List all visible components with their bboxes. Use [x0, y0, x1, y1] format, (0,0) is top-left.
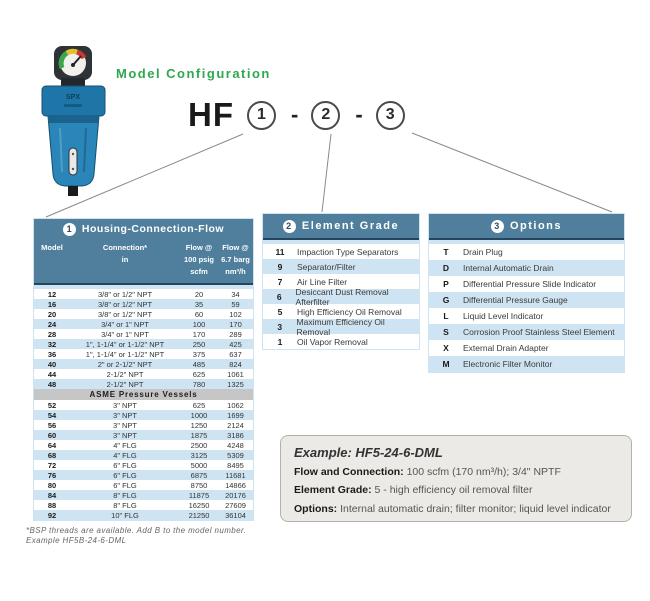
table-row [34, 329, 253, 339]
code-cell: M [442, 359, 450, 369]
circled-2-badge-icon: 2 [283, 220, 296, 233]
connection-cell: 3/8" or 1/2" NPT [97, 289, 153, 299]
example-flow-line [294, 465, 618, 479]
flow-nm3h-cell: 102 [229, 309, 242, 319]
table-row [34, 410, 253, 420]
table-row [34, 339, 253, 349]
flow-scfm-cell: 100 [192, 319, 206, 329]
flow-scfm-cell: 35 [194, 299, 204, 309]
example-element-value: 5 - high efficiency oil removal filter [374, 484, 533, 496]
code-cell: 9 [277, 261, 283, 272]
options-table-title [429, 214, 624, 238]
model-cell: 32 [47, 339, 57, 349]
column-header-connection: Connection* in [102, 243, 148, 264]
connection-cell: 2-1/2" NPT [106, 369, 144, 379]
example-box [280, 435, 632, 522]
code-cell: P [443, 279, 449, 289]
model-cell: 64 [47, 440, 57, 450]
connection-cell: 8" FLG [113, 500, 137, 510]
connection-cell: 4" FLG [113, 440, 137, 450]
column-header-model: Model [41, 243, 63, 252]
flow-nm3h-cell: 14866 [225, 480, 246, 490]
table-row [34, 500, 253, 510]
flow-scfm-cell: 1875 [190, 430, 208, 440]
table-row [34, 490, 253, 500]
label-cell: Air Line Filter [297, 276, 348, 287]
label-cell: External Drain Adapter [463, 343, 549, 353]
example-flow-label: Flow and Connection: [294, 465, 404, 478]
table-row [34, 440, 253, 450]
table-row [34, 460, 253, 470]
element-table-title-text: Element Grade [301, 220, 400, 232]
table-row [34, 480, 253, 490]
table-row [34, 359, 253, 369]
circled-3-placeholder: 3 [376, 101, 405, 130]
table-row [34, 470, 253, 480]
table-row [34, 289, 253, 299]
table-row [429, 260, 624, 276]
table-row [34, 400, 253, 410]
table-row [34, 299, 253, 309]
example-flow-value: 100 scfm (170 nm³/h); 3/4" NPTF [406, 465, 561, 478]
model-cell: 80 [47, 480, 57, 490]
code-cell: 11 [275, 246, 285, 257]
label-cell: Internal Automatic Drain [463, 263, 554, 273]
connection-cell: 1", 1-1/4" or 1-1/2" NPT [85, 349, 165, 359]
model-cell: 40 [47, 359, 57, 369]
example-options-line [294, 502, 618, 516]
connection-cell: 6" FLG [113, 470, 137, 480]
table-row [429, 340, 624, 356]
flow-scfm-cell: 375 [192, 349, 206, 359]
flow-nm3h-cell: 170 [229, 319, 242, 329]
circled-3-badge-icon: 3 [491, 220, 504, 233]
model-cell: 24 [47, 319, 57, 329]
model-cell: 72 [47, 460, 57, 470]
table-row [429, 356, 624, 372]
housing-table-title-text: Housing-Connection-Flow [81, 223, 225, 235]
model-cell: 48 [47, 379, 57, 389]
connection-cell: 3/8" or 1/2" NPT [97, 309, 153, 319]
connection-cell: 3" NPT [113, 410, 137, 420]
flow-scfm-cell: 3125 [190, 450, 208, 460]
table-row [263, 316, 419, 337]
table-row [429, 324, 624, 340]
brand-logo: SPX [65, 94, 81, 101]
dash-separator: - [291, 102, 299, 127]
flow-scfm-cell: 1000 [190, 410, 208, 420]
connection-cell: 2" or 2-1/2" NPT [97, 359, 153, 369]
model-cell: 44 [47, 369, 57, 379]
model-cell: 56 [47, 420, 57, 430]
table-row [263, 259, 419, 274]
code-cell: D [442, 263, 450, 273]
table-row [429, 308, 624, 324]
flow-scfm-cell: 1250 [190, 420, 208, 430]
bsp-footnote [26, 526, 246, 546]
options-table [428, 213, 625, 373]
label-cell: Maximum Efficiency Oil Removal [296, 316, 385, 337]
options-table-title-text: Options [509, 220, 563, 232]
model-cell: 16 [47, 299, 57, 309]
housing-column-headers [34, 239, 253, 283]
page-title: Model Configuration [116, 66, 271, 81]
flow-nm3h-cell: 5309 [227, 450, 244, 460]
model-cell: 84 [47, 490, 57, 500]
model-cell: 52 [47, 400, 57, 410]
label-cell: Differential Pressure Slide Indicator [463, 279, 597, 289]
code-cell: X [443, 343, 449, 353]
label-cell: Oil Vapor Removal [297, 336, 368, 347]
table-row [34, 430, 253, 440]
housing-table-title [34, 219, 253, 239]
flow-scfm-cell: 485 [192, 359, 206, 369]
table-row [34, 379, 253, 389]
code-cell: T [443, 247, 449, 257]
table-row [34, 450, 253, 460]
connection-cell: 10" FLG [111, 510, 139, 520]
label-cell: Differential Pressure Gauge [463, 295, 568, 305]
model-cell: 28 [47, 329, 57, 339]
filter-product-image [36, 44, 112, 203]
flow-scfm-cell: 6875 [190, 470, 208, 480]
flow-nm3h-cell: 1699 [227, 410, 244, 420]
table-row [34, 420, 253, 430]
flow-scfm-cell: 21250 [188, 510, 210, 520]
flow-nm3h-cell: 59 [231, 299, 240, 309]
flow-scfm-cell: 170 [192, 329, 206, 339]
code-cell: S [443, 327, 449, 337]
table-row [34, 510, 253, 520]
flow-scfm-cell: 60 [194, 309, 204, 319]
connection-cell: 3" NPT [113, 430, 137, 440]
model-cell: 76 [47, 470, 57, 480]
connection-cell: 3/8" or 1/2" NPT [97, 299, 153, 309]
table-row [429, 276, 624, 292]
flow-nm3h-cell: 1325 [227, 379, 244, 389]
flow-scfm-cell: 2500 [190, 440, 208, 450]
connection-cell: 8" FLG [113, 490, 137, 500]
table-row [34, 349, 253, 359]
label-cell: High Efficiency Oil Removal [297, 306, 402, 317]
column-header-flow-scfm: Flow @ 100 psig scfm [183, 243, 214, 276]
flow-nm3h-cell: 637 [229, 349, 242, 359]
model-cell: 54 [47, 410, 57, 420]
example-element-line [294, 483, 618, 497]
connection-cell: 3/4" or 1" NPT [101, 329, 149, 339]
label-cell: Separator/Filter [297, 261, 356, 272]
label-cell: Corrosion Proof Stainless Steel Element [463, 327, 615, 337]
code-cell: L [443, 311, 449, 321]
options-table-body [429, 244, 624, 372]
example-options-value: Internal automatic drain; filter monitor; liquid level indicator [340, 502, 611, 515]
label-cell: Desiccant Dust Removal Afterfilter [295, 286, 389, 307]
example-element-label: Element Grade: [294, 484, 372, 496]
flow-nm3h-cell: 1062 [227, 400, 244, 410]
connection-cell: 3" NPT [113, 420, 137, 430]
table-row [34, 369, 253, 379]
table-row [429, 244, 624, 260]
asme-table-body [34, 400, 253, 520]
housing-table-body [34, 289, 253, 389]
code-cell: 7 [277, 276, 283, 287]
flow-scfm-cell: 780 [192, 379, 206, 389]
element-table-body [263, 244, 419, 349]
flow-nm3h-cell: 27609 [225, 500, 246, 510]
table-row [429, 292, 624, 308]
flow-scfm-cell: 11875 [188, 490, 210, 500]
code-cell: G [442, 295, 450, 305]
flow-nm3h-cell: 20176 [225, 490, 246, 500]
example-options-label: Options: [294, 502, 338, 515]
circled-1-placeholder: 1 [247, 101, 276, 130]
model-cell: 20 [47, 309, 57, 319]
code-cell: 5 [277, 306, 283, 317]
element-grade-table [262, 213, 420, 350]
model-cell: 92 [47, 510, 57, 520]
label-cell: Impaction Type Separators [297, 246, 399, 257]
code-cell: 1 [277, 336, 283, 347]
flow-nm3h-cell: 3186 [227, 430, 244, 440]
code-cell: 6 [276, 291, 282, 302]
flow-nm3h-cell: 8495 [227, 460, 244, 470]
connection-cell: 2-1/2" NPT [106, 379, 144, 389]
table-row [263, 286, 419, 307]
dash-separator: - [355, 102, 363, 127]
flow-nm3h-cell: 289 [229, 329, 242, 339]
connection-cell: 3/4" or 1" NPT [101, 319, 149, 329]
flow-nm3h-cell: 36104 [225, 510, 246, 520]
flow-scfm-cell: 8750 [190, 480, 208, 490]
label-cell: Drain Plug [463, 247, 503, 257]
model-cell: 88 [47, 500, 57, 510]
flow-scfm-cell: 625 [192, 369, 206, 379]
element-table-title [263, 214, 419, 238]
table-row [263, 244, 419, 259]
model-cell: 12 [47, 289, 57, 299]
housing-connection-flow-table [33, 218, 254, 521]
flow-nm3h-cell: 11681 [225, 470, 246, 480]
label-cell: Electronic Filter Monitor [463, 359, 553, 369]
connection-cell: 1", 1-1/4" or 1-1/2" NPT [85, 339, 165, 349]
flow-nm3h-cell: 824 [229, 359, 242, 369]
flow-nm3h-cell: 1061 [227, 369, 244, 379]
asme-section-header: ASME Pressure Vessels [34, 389, 253, 400]
circled-2-placeholder: 2 [311, 101, 340, 130]
flow-scfm-cell: 20 [194, 289, 204, 299]
flow-nm3h-cell: 2124 [227, 420, 244, 430]
connection-cell: 6" FLG [113, 480, 137, 490]
footnote-line-2: Example HF5B-24-6-DML [26, 536, 127, 545]
model-prefix: HF [188, 96, 234, 133]
flow-scfm-cell: 625 [192, 400, 206, 410]
code-cell: 3 [277, 321, 283, 332]
connection-cell: 6" FLG [113, 460, 137, 470]
label-cell: Liquid Level Indicator [463, 311, 544, 321]
flow-scfm-cell: 16250 [188, 500, 210, 510]
column-header-flow-nm3h: Flow @ 6.7 barg nm³/h [221, 243, 250, 276]
table-row [34, 319, 253, 329]
table-row [34, 309, 253, 319]
flow-scfm-cell: 5000 [190, 460, 208, 470]
model-cell: 60 [47, 430, 57, 440]
flow-nm3h-cell: 4248 [227, 440, 244, 450]
circled-1-badge-icon: 1 [63, 223, 76, 236]
footnote-line-1: *BSP threads are available. Add B to the model number. [26, 526, 247, 535]
model-code [188, 96, 405, 134]
flow-nm3h-cell: 34 [231, 289, 240, 299]
example-title: Example: HF5-24-6-DML [294, 445, 443, 460]
model-cell: 68 [47, 450, 57, 460]
connection-cell: 3" NPT [113, 400, 137, 410]
connection-cell: 4" FLG [113, 450, 137, 460]
filter-illustration-icon [36, 44, 112, 198]
flow-nm3h-cell: 425 [229, 339, 242, 349]
flow-scfm-cell: 250 [192, 339, 206, 349]
model-cell: 36 [47, 349, 57, 359]
